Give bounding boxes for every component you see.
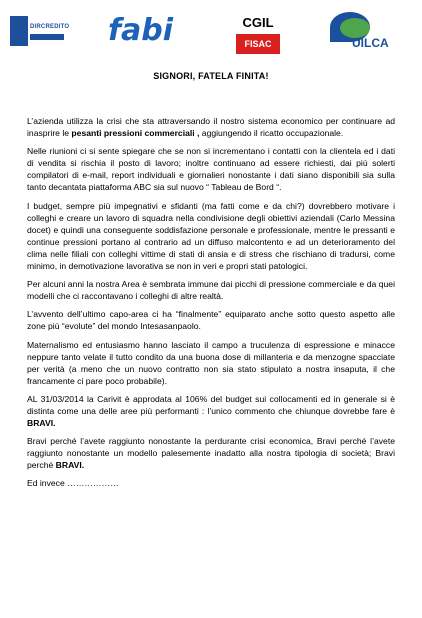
document-body — [27, 115, 395, 496]
paragraph: Maternalismo ed entusiasmo hanno lasciato il campo a truculenza di espressione e minacce neppure tanto velate il tutto condito da una buona dose di millanteria e da menzogne spacciate per verità (a meno che un nuovo contratto non sia stato stipulato a nostra insaputa, il che francamente ci pare poco probabile). — [27, 339, 395, 386]
paragraph: Per alcuni anni la nostra Area è sembrata immune dai picchi di pressione commerciale e da quei modelli che ci raccontavano i colleghi di altre realtà. — [27, 279, 395, 302]
paragraph: AL 31/03/2014 la Carivit è approdata al 106% del budget sui collocamenti ed in generale si è distinta come una delle aree più performanti : l’unico commento che chiunque dovrebbe fare è BRAVI. — [27, 393, 395, 429]
cgil-fisac-logo: CGIL FISAC — [236, 12, 282, 56]
paragraph: Nelle riunioni ci si sente spiegare che se non si incrementano i contatti con la clientela ed i dati di vendita si rischia il posto di lavoro; inoltre continuano ad essere richiesti, dai più solerti compilatori di e-mail, report individuali e giornalieri nonostante i dati siano disponibili sia sulla tanto decantata piattaforma ABC sia sul nuovo “ Tableau de Bord “. — [27, 146, 395, 193]
paragraph: L’avvento dell’ultimo capo-area ci ha “finalmente” equiparato anche sotto questo aspetto alle zone più “evolute” del mondo Intesasanpaolo. — [27, 309, 395, 332]
paragraph: I budget, sempre più impegnativi e sfidanti (ma fatti come e da chi?) dovrebbero motivare i colleghi e creare un lavoro di squadra nella condivisione degli obiettivi aziendali (Carlo Messina docet) e quindi una conseguente soddisfazione personale e professionale, mentre le pressanti e continue pressioni portano al contrario ad un diffuso malcontento e ad un deterioramento del clima nelle filiali con colleghi vittime di stati di ansia e di stress che rischiano di tradursi, come minimo, in demotivazione lavorativa se non in veri e propri stati patologici. — [27, 200, 395, 272]
dircredito-logo: DIRCREDITO — [10, 16, 66, 50]
paragraph: Ed invece ……………… — [27, 478, 119, 489]
logo-bar — [0, 10, 422, 55]
paragraph: Bravi perché l’avete raggiunto nonostante la perdurante crisi economica, Bravi perché l’avete raggiunto nonostante un modello palesemente inadatto alla nostra tipologia di società; Bravi perché BRAVI. — [27, 436, 395, 471]
uilca-logo: UILCA — [330, 12, 412, 56]
fabi-logo: fabi — [108, 13, 174, 48]
page-title: SIGNORI, FATELA FINITA! — [153, 71, 269, 81]
paragraph: L’azienda utilizza la crisi che sta attraversando il nostro sistema economico per continuare ad inasprire le pesanti pressioni commerciali , aggiungendo il ricatto occupazionale. — [27, 116, 395, 139]
